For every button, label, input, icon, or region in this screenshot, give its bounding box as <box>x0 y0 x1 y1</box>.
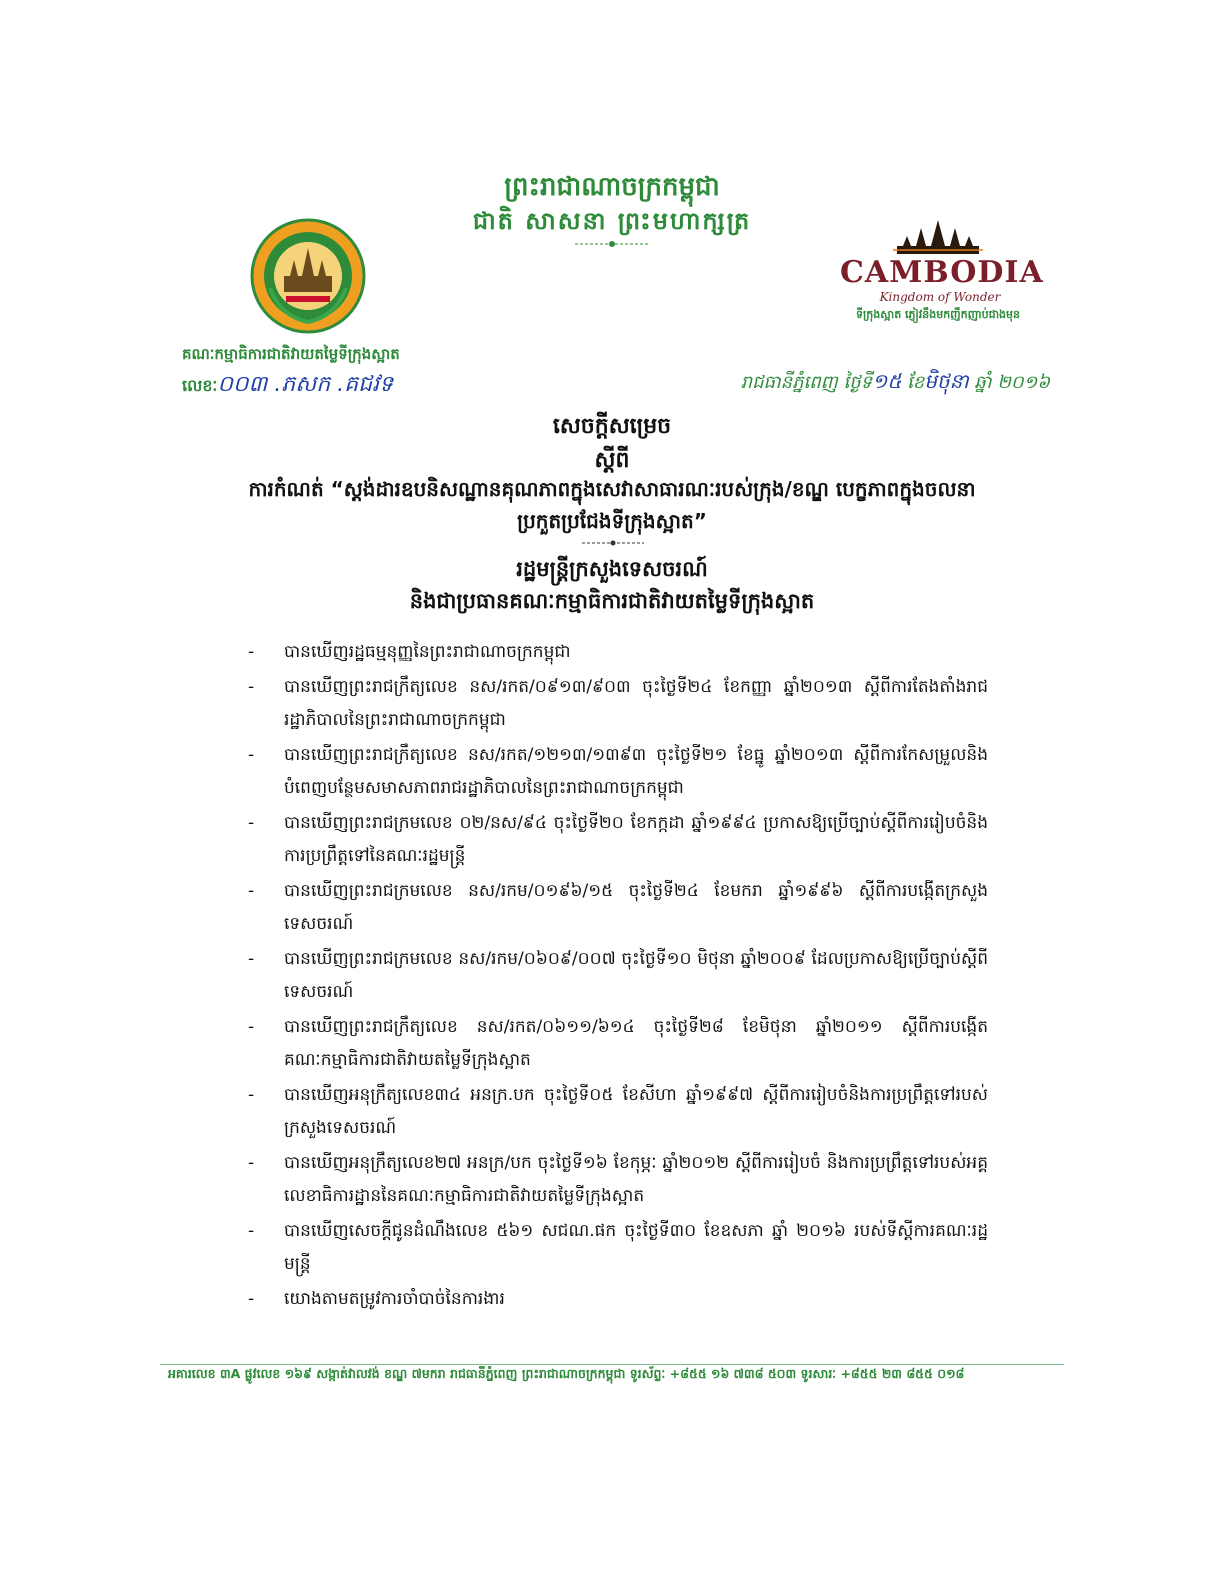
committee-seal-icon <box>250 218 366 334</box>
reference-label: លេខៈ <box>182 376 218 395</box>
considerations-list <box>248 636 988 1318</box>
list-item: - បានឃើញព្រះរាជក្រមលេខ នស/រកម/០៦០៩/០០៧ ចុះថ្ងៃទី១០ មិថុនា ឆ្នាំ២០០៩ ដែលប្រកាសឱ្យប្រើច្បាប់ស្តីពីទេសចរណ៍ <box>248 949 988 1002</box>
logo-tagline: Kingdom of Wonder <box>879 290 1001 304</box>
list-item: - បានឃើញរដ្ឋធម្មនុញ្ញនៃព្រះរាជាណាចក្រកម្ពុជា <box>248 642 571 662</box>
logo-slogan: ទីក្រុងស្អាត ភ្ញៀវនឹងមកញឹកញាប់ជាងមុន <box>856 308 1020 321</box>
date-day: ១៥ <box>872 369 902 393</box>
national-motto: ជាតិ សាសនា ព្រះមហាក្សត្រ <box>472 207 752 235</box>
date-line <box>720 368 1050 398</box>
title-ornament-divider <box>582 540 644 546</box>
date-month-prefix: ខែ <box>901 372 925 393</box>
cambodia-wordmark: CAMBODIA <box>840 255 1044 290</box>
date-month: មិថុនា <box>924 369 969 393</box>
date-year-prefix: ឆ្នាំ <box>968 372 998 393</box>
list-item: - បានឃើញព្រះរាជក្រឹត្យលេខ នស/រកត/០៦១១/៦១៤ ចុះថ្ងៃទី២៨ ខែមិថុនា ឆ្នាំ២០១១ ស្តីពីការបង្កើតគណៈកម្មាធិការជាតិវាយតម្លៃទីក្រុងស្អាត <box>248 1017 988 1070</box>
header-ornament-divider <box>575 240 649 248</box>
authority-line-1: រដ្ឋមន្ត្រីក្រសួងទេសចរណ៍ <box>516 557 708 581</box>
footer-address: អគារលេខ ៣A ផ្លូវលេខ ១៦៩ សង្កាត់វាលវង់ ខណ្ឌ ៧មករា រាជធានីភ្នំពេញ ព្រះរាជាណាចក្រកម្ពុជា ទូរស័ព្ទៈ +៨៥៥ ១៦ ៧៣៨ ៥០៣ ទូរសារៈ +៨៥៥ ២៣ ៨៥៥ ០១៨ <box>168 1366 965 1381</box>
list-item: - បានឃើញព្រះរាជក្រឹត្យលេខ នស/រកត/១២១៣/១៣៩៣ ចុះថ្ងៃទី២១ ខែធ្នូ ឆ្នាំ២០១៣ ស្តីពីការកែសម្រួលនិងបំពេញបន្ថែមសមាសភាពរាជរដ្ឋាភិបាលនៃព្រះរាជាណាចក្រកម្ពុជា <box>248 745 988 798</box>
authority-line-2: និងជាប្រធានគណៈកម្មាធិការជាតិវាយតម្លៃទីក្រុងស្អាត <box>409 589 815 613</box>
date-prefix: រាជធានីភ្នំពេញ ថ្ងៃទី <box>740 372 873 393</box>
kingdom-title: ព្រះរាជាណាចក្រកម្ពុជា <box>504 172 720 202</box>
footer-divider <box>160 1364 1064 1365</box>
subject-line-2: ប្រកួតប្រជែងទីក្រុងស្អាត” <box>517 509 707 533</box>
list-item: - បានឃើញព្រះរាជក្រមលេខ ០២/នស/៩៤ ចុះថ្ងៃទី២០ ខែកក្កដា ឆ្នាំ១៩៩៤ ប្រកាសឱ្យប្រើច្បាប់ស្តីពីការរៀបចំនិងការប្រព្រឹត្តទៅនៃគណៈរដ្ឋមន្ត្រី <box>248 813 988 866</box>
reference-number <box>182 370 393 402</box>
agency-name: គណៈកម្មាធិការជាតិវាយតម្លៃទីក្រុងស្អាត <box>182 345 400 363</box>
list-item: - បានឃើញអនុក្រឹត្យលេខ២៧ អនក្រ/បក ចុះថ្ងៃទី១៦ ខែកុម្ភៈ ឆ្នាំ២០១២ ស្តីពីការរៀបចំ និងការប្រព្រឹត្តទៅរបស់អគ្គលេខាធិការដ្ឋាននៃគណៈកម្មាធិការជាតិវាយតម្លៃទីក្រុងស្អាត <box>248 1153 988 1206</box>
reference-value: ០០៣ .ភសក .គជវទ <box>217 372 394 397</box>
list-item: - បានឃើញសេចក្តីជូនដំណឹងលេខ ៥៦១ សជណ.ផក ចុះថ្ងៃទី៣០ ខែឧសភា ឆ្នាំ ២០១៦ របស់ទីស្តីការគណៈរដ្ឋមន្ត្រី <box>248 1221 988 1274</box>
list-item: - យោងតាមតម្រូវការចាំបាច់នៃការងារ <box>248 1289 505 1309</box>
about-label: ស្តីពី <box>594 448 630 473</box>
date-year: ២០១៦ <box>997 372 1050 393</box>
document-type-title: សេចក្តីសម្រេច <box>552 414 672 439</box>
list-item: - បានឃើញព្រះរាជក្រឹត្យលេខ នស/រកត/០៩១៣/៩០៣ ចុះថ្ងៃទី២៤ ខែកញ្ញា ឆ្នាំ២០១៣ ស្តីពីការតែងតាំងរាជរដ្ឋាភិបាលនៃព្រះរាជាណាចក្រកម្ពុជា <box>248 677 988 730</box>
list-item: - បានឃើញអនុក្រឹត្យលេខ៣៤ អនក្រ.បក ចុះថ្ងៃទី០៥ ខែសីហា ឆ្នាំ១៩៩៧ ស្តីពីការរៀបចំនិងការប្រព្រឹត្តទៅរបស់ក្រសួងទេសចរណ៍ <box>248 1085 988 1138</box>
list-item: - បានឃើញព្រះរាជក្រមលេខ នស/រកម/០១៩៦/១៥ ចុះថ្ងៃទី២៤ ខែមករា ឆ្នាំ១៩៩៦ ស្តីពីការបង្កើតក្រសួងទេសចរណ៍ <box>248 881 988 934</box>
subject-line-1: ការកំណត់ “ស្តង់ដារឧបនិសណ្ឋានគុណភាពក្នុងសេវាសាធារណៈរបស់ក្រុង/ខណ្ឌ បេក្ខភាពក្នុងចលនា <box>248 477 976 501</box>
angkor-temple-icon <box>893 220 983 254</box>
